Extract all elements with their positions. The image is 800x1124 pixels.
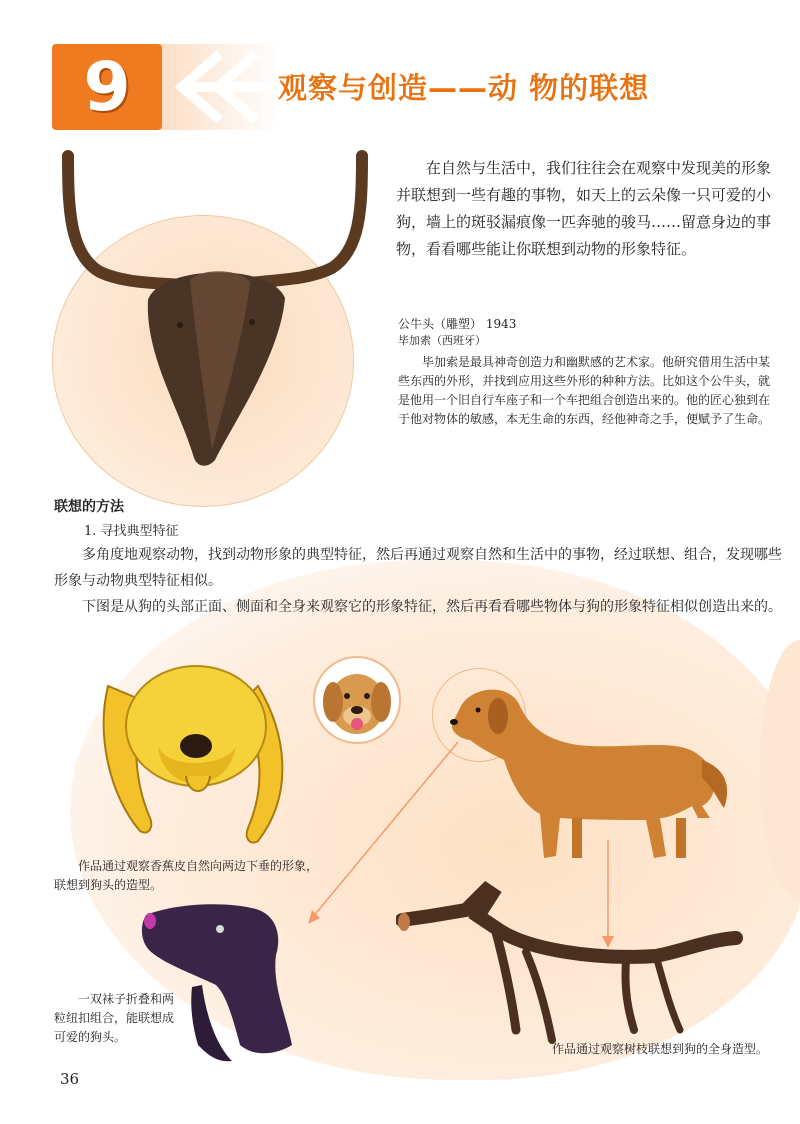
page-number: 36 (60, 1070, 80, 1088)
artwork-artist: 毕加索（西班牙） (398, 334, 486, 347)
artwork-caption (398, 316, 780, 429)
intro-paragraph: 在自然与生活中，我们往往会在观察中发现美的形象并联想到一些有趣的事物，如天上的云朵像一只可爱的小狗，墙上的斑驳漏痕像一匹奔驰的骏马……留意身边的事物，看看哪些能让你联想到动物的形象特征。 (396, 159, 772, 258)
lesson-number-badge (52, 44, 162, 130)
socks-caption: 一双袜子折叠和两粒纽扣组合，能联想成可爱的狗头。 (54, 992, 175, 1044)
method-paragraph-2: 下图是从狗的头部正面、侧面和全身来观察它的形象特征，然后再看看哪些物体与狗的形象特征相似创造出来的。 (82, 599, 782, 615)
branch-dog-image (396, 880, 746, 1050)
lesson-number: 9 (83, 47, 131, 127)
sub-heading: 1. 寻找典型特征 (84, 524, 179, 539)
artwork-title: 公牛头（雕塑） 1943 (398, 317, 517, 331)
artwork-description: 毕加索是最具神奇创造力和幽默感的艺术家。他研究借用生活中某些东西的外形，并找到应用这些外形的种种方法。比如这个公牛头，就是他用一个旧自行车座子和一个车把组合创造出来的。他的匠心独到在于他对物体的敏感，本无生命的东西，经他神奇之手，便赋予了生命。 (398, 355, 771, 426)
bull-head-sculpture-image (40, 150, 380, 480)
header-arrow-icon (160, 44, 280, 130)
branch-caption: 作品通过观察树枝联想到狗的全身造型。 (552, 1042, 769, 1056)
section-heading: 联想的方法 (54, 499, 124, 515)
lesson-title: 观察与创造——动 物的联想 (278, 71, 650, 105)
method-paragraph-1: 多角度地观察动物，找到动物形象的典型特征，然后再通过观察自然和生活中的事物，经过联想、组合，发现哪些形象与动物典型特征相似。 (54, 547, 782, 589)
banana-caption: 作品通过观察香蕉皮自然向两边下垂的形象，联想到狗头的造型。 (54, 859, 319, 892)
banana-dog-head-image (88, 646, 303, 856)
